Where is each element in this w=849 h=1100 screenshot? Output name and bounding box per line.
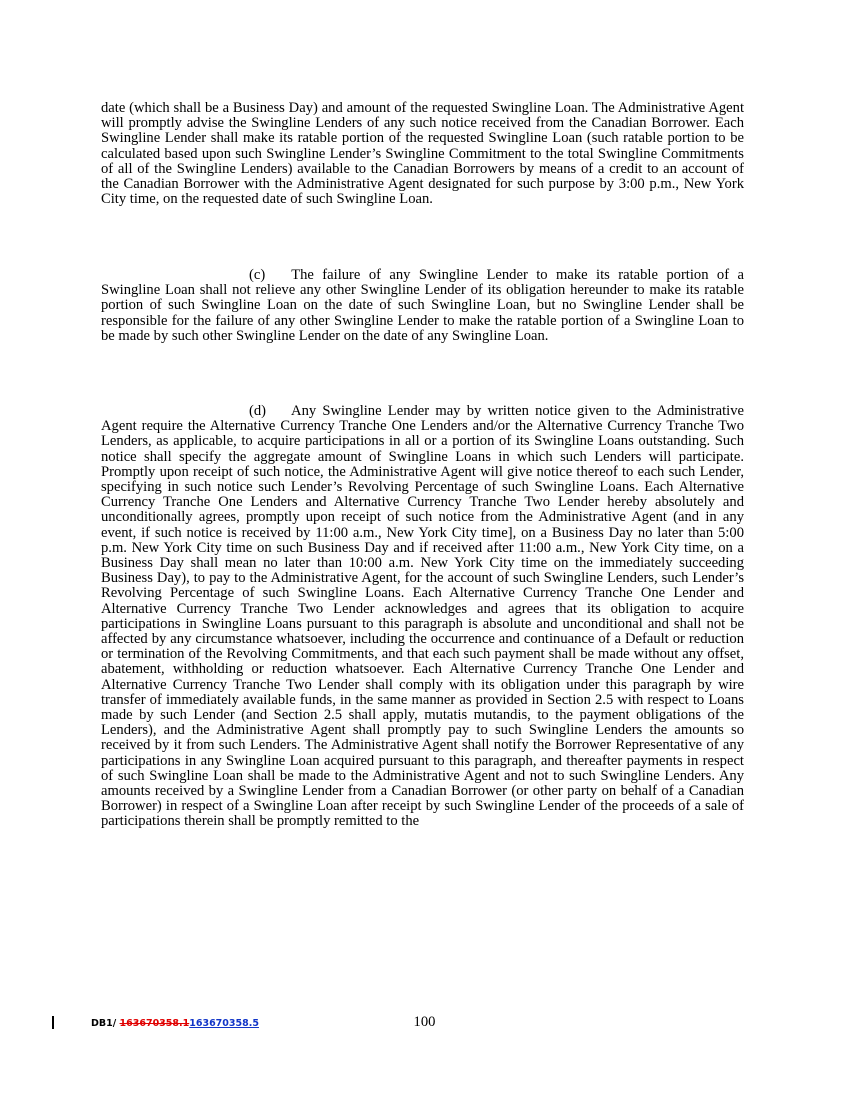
document-id-deleted: 163670358.1 [119,1018,190,1029]
document-id-inserted: 163670358.5 [189,1018,259,1029]
paragraph-c [101,268,744,344]
page-number: 100 [413,1014,436,1030]
paragraph-label: (d) [249,403,267,419]
document-id-prefix: DB1/ [91,1018,120,1029]
paragraph-text: date (which shall be a Business Day) and amount of the requested Swingline Loan. The Administrative Agent will promptly advise the Swingline Lenders of any such notice received from the Canadian Borrower. Each Swingline Lender shall make its ratable portion of the requested Swingline Loan (such ratable portion to be calculated based upon such Swingline Lender’s Swingline Commitment to the total Swingline Commitments of all of the Swingline Lenders) available to the Canadian Borrowers by means of a credit to an account of the Canadian Borrower with the Administrative Agent designated for such purpose by 3:00 p.m., New York City time, on the requested date of such Swingline Loan. [101,100,744,208]
paragraph-text: The failure of any Swingline Lender to make its ratable portion of a Swingline Loan shall not relieve any other Swingline Lender of its obligation hereunder to make its ratable portion of such Swingline Loan on the date of such Swingline Loan, but no Swingline Lender shall be responsible for the failure of any other Swingline Lender to make the ratable portion of a Swingline Loan to be made by such other Swingline Lender on the date of any Swingline Loan. [101,267,744,344]
paragraph-d [101,404,744,830]
paragraph-continuation [101,101,744,207]
paragraph-text: Any Swingline Lender may by written notice given to the Administrative Agent require the Alternative Currency Tranche One Lenders and/or the Alternative Currency Tranche Two Lenders, as applicable, to acquire participations in all or a portion of its Swingline Loans outstanding. Such notice shall specify the aggregate amount of Swingline Loans in which such Lenders will participate. Promptly upon receipt of such notice, the Administrative Agent will give notice thereof to each such Lender, specifying in such notice such Lender’s Revolving Percentage of such Swingline Loans. Each Alternative Currency Tranche One Lenders and Alternative Currency Tranche Two Lender hereby absolutely and unconditionally agrees, promptly upon receipt of such notice from the Administrative Agent (and in any event, if such notice is received by 11:00 a.m., New York City time], on a Business Day no later than 5:00 p.m. New York City time on such Business Day and if received after 11:00 a.m., New York City time, on a Business Day shall mean no later than 10:00 a.m. New York City time on the immediately succeeding Business Day), to pay to the Administrative Agent, for the account of such Swingline Lenders, such Lender’s Revolving Percentage of such Swingline Loans. Each Alternative Currency Tranche One Lender and Alternative Currency Tranche Two Lender acknowledges and agrees that its obligation to acquire participations in Swingline Loans pursuant to this paragraph is absolute and unconditional and shall not be affected by any circumstance whatsoever, including the occurrence and continuance of a Default or reduction or termination of the Revolving Commitments, and that each such payment shall be made without any offset, abatement, withholding or reduction whatsoever. Each Alternative Currency Tranche One Lender and Alternative Currency Tranche Two Lender shall comply with its obligation under this paragraph by wire transfer of immediately available funds, in the same manner as provided in Section 2.5 with respect to Loans made by such Lender (and Section 2.5 shall apply, mutatis mutandis, to the payment obligations of the Lenders), and the Administrative Agent shall promptly pay to such Swingline Lenders the amounts so received by it from such Lenders. The Administrative Agent shall notify the Borrower Representative of any participations in any Swingline Loan acquired pursuant to this paragraph, and thereafter payments in respect of such Swingline Loan shall be made to the Administrative Agent and not to such Swingline Lenders. Any amounts received by a Swingline Lender from a Canadian Borrower (or other party on behalf of a Canadian Borrower) in respect of a Swingline Loan after receipt by such Swingline Lender of the proceeds of a sale of participations therein shall be promptly remitted to the [101,403,744,830]
paragraph-label: (c) [249,267,266,283]
